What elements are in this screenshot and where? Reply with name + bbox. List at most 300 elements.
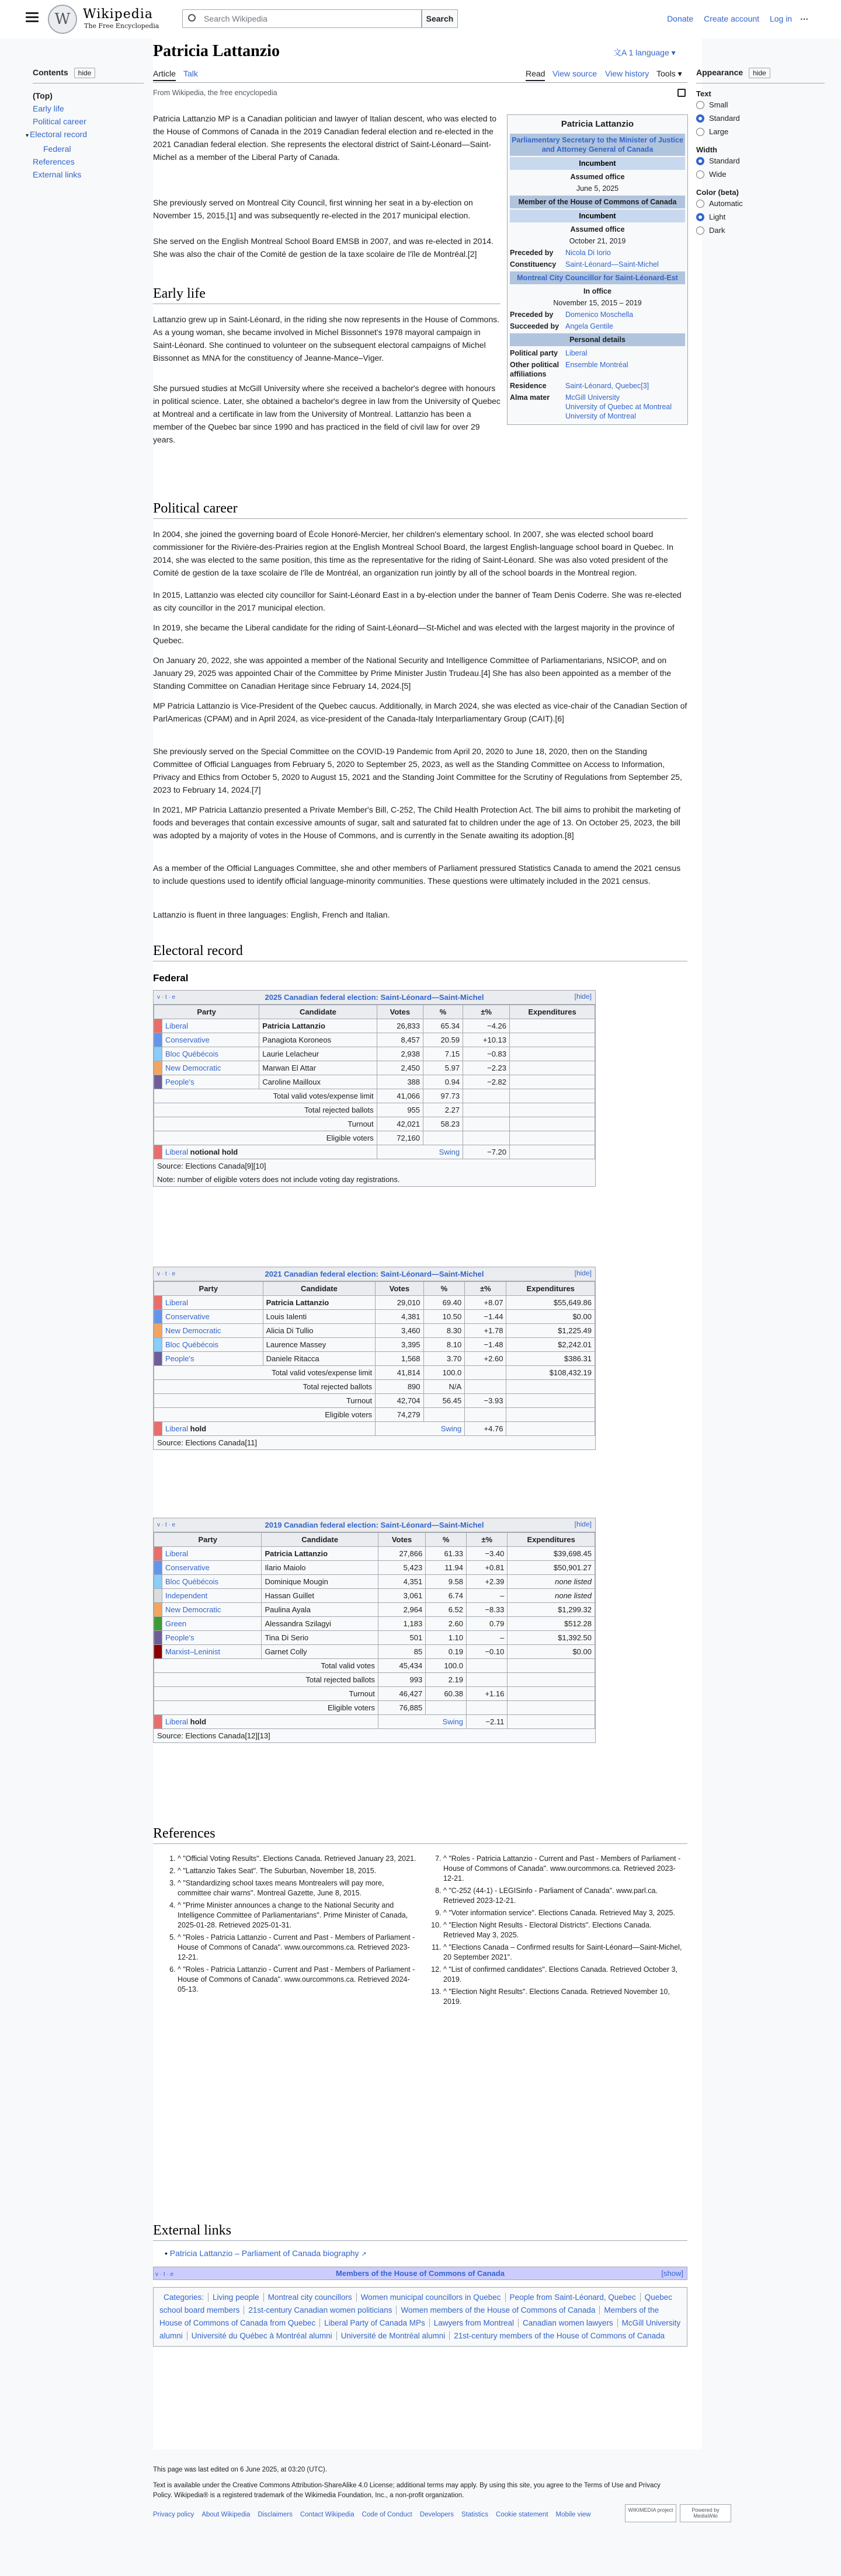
- category-link[interactable]: Women members of the House of Commons of Canada: [396, 2306, 599, 2314]
- swing-value: +4.76: [465, 1422, 506, 1436]
- section-political-career: Political career: [153, 501, 687, 519]
- change-cell: [467, 1673, 508, 1687]
- infobox-alma-link[interactable]: McGill University: [565, 393, 620, 402]
- election-table-2021: [153, 1267, 596, 1450]
- language-button[interactable]: [613, 47, 676, 58]
- external-link-item: • Patricia Lattanzio – Parliament of Canada biography ↗: [165, 2249, 367, 2258]
- category-link[interactable]: McGill University alumni: [159, 2319, 681, 2340]
- percent-cell: 2.27: [423, 1103, 463, 1117]
- party-link[interactable]: Liberal: [165, 1148, 189, 1156]
- swing-link[interactable]: Swing: [442, 1717, 463, 1726]
- search-button[interactable]: Search: [422, 9, 458, 28]
- change-cell: −2.82: [463, 1075, 510, 1089]
- table-row: [154, 1631, 595, 1645]
- table-vte-links[interactable]: v · t · e: [157, 1271, 176, 1277]
- party-link[interactable]: Liberal: [165, 1549, 189, 1558]
- party-color-swatch: [154, 1617, 162, 1631]
- search-input[interactable]: Search Wikipedia: [182, 9, 422, 28]
- change-cell: [467, 1701, 508, 1715]
- table-source: Source: Elections Canada[11]: [157, 1438, 258, 1447]
- change-cell: +1.16: [467, 1687, 508, 1701]
- party-color-swatch: [154, 1338, 162, 1352]
- political-career-paragraph: MP Patricia Lattanzio is Vice-President of the Quebec caucus. Additionally, in March 2024, she was elected as vice-chair of the Canadian Section of ParlAmericas (CPAM) and in April 2024, as vice-president of the Canada-Italy Interparliamentary Group (CAIT).[6]: [153, 701, 687, 723]
- votes-cell: 85: [378, 1645, 425, 1659]
- hold-cell: [162, 1715, 378, 1729]
- reference-item: 1. ^ "Official Voting Results". Elections Canada. Retrieved January 23, 2021.: [178, 1854, 419, 1864]
- footer-link[interactable]: About Wikipedia: [201, 2511, 251, 2518]
- footer-license: Text is available under the Creative Commons Attribution-ShareAlike 4.0 License; additional terms may apply. By using this site, you agree to the Terms of Use and Privacy Policy. Wikipedia® is a registered trademark of the Wikimedia Foundation, Inc., a non-profit organization.: [153, 2482, 661, 2499]
- percent-cell: 0.94: [423, 1075, 463, 1089]
- votes-cell: 3,395: [376, 1338, 423, 1352]
- votes-cell: 4,381: [376, 1310, 423, 1324]
- percent-cell: 20.59: [423, 1033, 463, 1047]
- category-link[interactable]: 21st-century members of the House of Commons of Canada: [449, 2331, 669, 2340]
- early-life-paragraph: Lattanzio grew up in Saint-Léonard, in the riding she now represents in the House of Commons. As a young woman, she became involved in Michel Bissonnet's 1978 mayoral campaign in Saint-Léonard. She continued to volunteer on the subsequent electoral campaigns of Michel Bissonnet as MNA for the constituency of Jeanne-Mance–Viger.: [153, 315, 500, 362]
- appearance-panel: [696, 68, 825, 239]
- infobox-alma-label: Alma mater: [510, 393, 550, 402]
- swing-link[interactable]: Swing: [439, 1148, 460, 1156]
- table-vte-links[interactable]: v · t · e: [157, 1522, 176, 1528]
- expenditure-cell: $1,299.32: [508, 1603, 595, 1617]
- party-cell: [162, 1324, 263, 1338]
- toc-item-electoral-record[interactable]: Electoral record: [30, 130, 88, 139]
- footer-links: [153, 2510, 687, 2520]
- toc-hide-button[interactable]: hide: [74, 68, 96, 78]
- header-cell: %: [423, 1005, 463, 1019]
- category-box: [153, 2287, 687, 2347]
- change-cell: −3.93: [465, 1394, 506, 1408]
- navbox-show-button[interactable]: [show]: [661, 2269, 683, 2278]
- infobox-inoffice: In office: [583, 287, 611, 295]
- party-color-swatch: [154, 1631, 162, 1645]
- table-caption: [154, 1518, 595, 1532]
- party-link[interactable]: Conservative: [165, 1312, 210, 1321]
- category-link[interactable]: Women municipal councillors in Quebec: [356, 2293, 505, 2302]
- footer-link[interactable]: Privacy policy: [153, 2511, 194, 2518]
- totals-label: Turnout: [154, 1117, 377, 1131]
- party-link[interactable]: Liberal: [165, 1298, 189, 1307]
- category-link[interactable]: Montreal city councillors: [263, 2293, 356, 2302]
- party-link[interactable]: Bloc Québécois: [165, 1577, 219, 1586]
- header-cell: Candidate: [259, 1005, 377, 1019]
- expenditure-cell: $39,698.45: [508, 1547, 595, 1561]
- appearance-hide-button[interactable]: hide: [749, 68, 770, 78]
- infobox-residence-link[interactable]: Saint-Léonard, Quebec[3]: [565, 382, 649, 390]
- change-cell: +10.13: [463, 1033, 510, 1047]
- totals-row: [154, 1701, 595, 1715]
- header-cell: Candidate: [262, 1533, 378, 1547]
- totals-row: [154, 1408, 595, 1422]
- votes-cell: 41,814: [376, 1366, 423, 1380]
- header-cell: %: [426, 1533, 467, 1547]
- infobox-preceded-link[interactable]: Nicola Di Iorio: [565, 249, 611, 257]
- change-cell: −2.23: [463, 1061, 510, 1075]
- candidate-cell: Patricia Lattanzio: [263, 1296, 376, 1310]
- totals-label: Eligible voters: [154, 1408, 376, 1422]
- tab-read[interactable]: Read: [526, 69, 545, 81]
- table-row: [154, 1589, 595, 1603]
- expenditure-cell: none listed: [508, 1589, 595, 1603]
- language-switch-icon[interactable]: [677, 89, 686, 97]
- party-link[interactable]: Green: [165, 1619, 187, 1628]
- infobox-role-3[interactable]: Montreal City Councillor for Saint-Léonard-Est: [517, 274, 678, 282]
- wikipedia-logo-icon[interactable]: W: [48, 5, 77, 34]
- header-row: [154, 1005, 595, 1019]
- votes-cell: 42,021: [377, 1117, 423, 1131]
- category-link[interactable]: Members of the House of Commons of Canada from Quebec: [159, 2306, 659, 2327]
- footer-link[interactable]: Contact Wikipedia: [300, 2511, 355, 2518]
- main-menu-icon[interactable]: [26, 12, 39, 23]
- footer-link[interactable]: Developers: [419, 2511, 454, 2518]
- change-cell: −0.10: [467, 1645, 508, 1659]
- tab-talk[interactable]: Talk: [183, 69, 198, 78]
- candidate-cell: Alessandra Szilagyi: [262, 1617, 378, 1631]
- table-row: [154, 1352, 595, 1366]
- footer-link[interactable]: Statistics: [461, 2511, 489, 2518]
- tagline-from: From Wikipedia, the free encyclopedia: [153, 89, 277, 97]
- party-color-swatch: [154, 1310, 162, 1324]
- hold-text: hold: [190, 1717, 207, 1726]
- navbox-title[interactable]: Members of the House of Commons of Canada: [336, 2269, 505, 2278]
- votes-cell: 5,423: [378, 1561, 425, 1575]
- expenditure-cell: [506, 1408, 595, 1422]
- party-link[interactable]: New Democratic: [165, 1064, 221, 1072]
- table-caption: [154, 991, 595, 1005]
- totals-row: [154, 1117, 595, 1131]
- section-early-life: Early life: [153, 286, 501, 304]
- party-cell: [162, 1645, 262, 1659]
- percent-cell: 3.70: [423, 1352, 465, 1366]
- empty-cell: [506, 1422, 595, 1436]
- footer-link[interactable]: Cookie statement: [496, 2511, 548, 2518]
- toc-item-federal[interactable]: Federal: [43, 144, 71, 154]
- party-cell: [162, 1033, 259, 1047]
- percent-cell: 65.34: [423, 1019, 463, 1033]
- party-color-swatch: [154, 1589, 162, 1603]
- change-cell: −0.83: [463, 1047, 510, 1061]
- infobox-alma-link[interactable]: University of Montreal: [565, 412, 636, 420]
- toc-item-political-career[interactable]: Political career: [33, 117, 86, 126]
- party-color-swatch: [154, 1047, 162, 1061]
- site-wordmark[interactable]: Wikipedia: [83, 7, 153, 22]
- swing-value: −2.11: [467, 1715, 508, 1729]
- candidate-cell: Caroline Mailloux: [259, 1075, 377, 1089]
- infobox-residence-label: Residence: [510, 382, 547, 390]
- candidate-cell: Laurence Massey: [263, 1338, 376, 1352]
- infobox-date-2: October 21, 2019: [569, 237, 626, 245]
- table-note: Note: number of eligible voters does not include voting day registrations.: [157, 1175, 400, 1184]
- percent-cell: 11.94: [426, 1561, 467, 1575]
- votes-cell: 2,964: [378, 1603, 425, 1617]
- table-row: [154, 1296, 595, 1310]
- change-cell: [467, 1659, 508, 1673]
- infobox-alma-link[interactable]: University of Quebec at Montreal: [565, 403, 672, 411]
- radio-color-dark[interactable]: [696, 226, 704, 235]
- percent-cell: N/A: [423, 1380, 465, 1394]
- table-hide-button[interactable]: [hide]: [574, 1520, 592, 1528]
- tools-menu[interactable]: Tools ▾: [656, 69, 682, 78]
- radio-width-wide[interactable]: [696, 170, 704, 179]
- infobox-succeeded-link[interactable]: Angela Gentile: [565, 322, 614, 330]
- party-link[interactable]: People's: [165, 1078, 194, 1086]
- radio-color-light[interactable]: [696, 213, 704, 221]
- totals-label: Total rejected ballots: [154, 1380, 376, 1394]
- infobox-party-link[interactable]: Liberal: [565, 349, 588, 357]
- footer: [153, 2465, 687, 2520]
- hold-text: hold: [190, 1424, 207, 1433]
- table-of-contents: [26, 68, 144, 181]
- category-link[interactable]: Lawyers from Montreal: [429, 2319, 518, 2327]
- toc-item-references[interactable]: References: [33, 157, 75, 166]
- results-table: [154, 1281, 595, 1436]
- table-source: Source: Elections Canada[9][10]: [157, 1162, 266, 1170]
- party-link[interactable]: New Democratic: [165, 1326, 221, 1335]
- section-external-links: External links: [153, 2223, 687, 2241]
- reference-item: 2. ^ "Lattanzio Takes Seat". The Suburban, November 18, 2015.: [178, 1866, 419, 1876]
- table-hide-button[interactable]: [hide]: [574, 1269, 592, 1277]
- external-link[interactable]: Patricia Lattanzio – Parliament of Canada biography: [169, 2249, 359, 2258]
- categories-label[interactable]: Categories:: [164, 2293, 204, 2302]
- party-color-swatch: [154, 1645, 162, 1659]
- radio-color-automatic[interactable]: [696, 200, 704, 208]
- party-cell: [162, 1561, 262, 1575]
- political-career-paragraph: As a member of the Official Languages Committee, she and other members of Parliament pressured Statistics Canada to amend the 2021 census to include questions used to identify official language-minority communities. These questions were ultimately included in the 2021 census.: [153, 863, 681, 886]
- expenditure-cell: [506, 1394, 595, 1408]
- header-cell: ±%: [463, 1005, 510, 1019]
- results-table: [154, 1532, 595, 1729]
- infobox-other-link[interactable]: Ensemble Montréal: [565, 361, 628, 369]
- tab-article[interactable]: Article: [153, 69, 176, 81]
- reference-column-right: [419, 1854, 684, 2009]
- header-cell: Expenditures: [510, 1005, 595, 1019]
- infobox-other-label: Other political affiliations: [510, 361, 559, 378]
- party-cell: [162, 1631, 262, 1645]
- toc-item-external-links[interactable]: External links: [33, 170, 82, 179]
- change-cell: −1.44: [465, 1310, 506, 1324]
- radio-large[interactable]: [696, 128, 704, 136]
- votes-cell: 8,457: [377, 1033, 423, 1047]
- party-color-swatch: [154, 1561, 162, 1575]
- percent-cell: 1.10: [426, 1631, 467, 1645]
- toc-item-top[interactable]: (Top): [33, 91, 53, 100]
- infobox-role-1[interactable]: Parliamentary Secretary to the Minister of Justice and Attorney General of Canada: [512, 136, 683, 154]
- infobox-preceded-link-3[interactable]: Domenico Moschella: [565, 311, 634, 319]
- party-link[interactable]: Liberal: [165, 1022, 189, 1030]
- category-link[interactable]: Liberal Party of Canada MPs: [319, 2319, 429, 2327]
- infobox-incumbent-2: Incumbent: [510, 210, 685, 222]
- radio-label: Dark: [709, 226, 725, 235]
- totals-row: [154, 1131, 595, 1145]
- tab-view-history[interactable]: View history: [605, 69, 649, 78]
- party-cell: [162, 1589, 262, 1603]
- percent-cell: 9.58: [426, 1575, 467, 1589]
- expenditure-cell: $108,432.19: [506, 1366, 595, 1380]
- category-link[interactable]: Université de Montréal alumni: [336, 2331, 450, 2340]
- infobox-assumed-2: Assumed office: [570, 225, 625, 233]
- percent-cell: [426, 1701, 467, 1715]
- lead-paragraph: She served on the English Montreal School Board EMSB in 2007, and was re-elected in 2014. She was also the chair of the Comité de gestion de la taxe scolaire de l'île de Montréal.[2]: [153, 236, 494, 259]
- expenditure-cell: [510, 1075, 595, 1089]
- table-title: 2025 Canadian federal election: Saint-Léonard—Saint-Michel: [265, 993, 484, 1002]
- candidate-cell: Alicia Di Tullio: [263, 1324, 376, 1338]
- category-link[interactable]: Living people: [208, 2293, 263, 2302]
- create-account-link[interactable]: Create account: [704, 14, 760, 23]
- table-title: 2019 Canadian federal election: Saint-Léonard—Saint-Michel: [265, 1521, 484, 1529]
- toc-item-early-life[interactable]: Early life: [33, 104, 64, 113]
- totals-label: Eligible voters: [154, 1131, 377, 1145]
- reference-item: 9. ^ "Voter information service". Elections Canada. Retrieved May 3, 2025.: [443, 1908, 684, 1918]
- header-cell: Party: [154, 1533, 262, 1547]
- radio-label: Light: [709, 212, 726, 221]
- party-color-swatch: [154, 1061, 162, 1075]
- search-icon: [188, 14, 196, 22]
- candidate-cell: Daniele Ritacca: [263, 1352, 376, 1366]
- hold-row: [154, 1715, 595, 1729]
- party-link[interactable]: Liberal: [165, 1717, 189, 1726]
- category-link[interactable]: Quebec school board members: [159, 2293, 672, 2314]
- footer-link[interactable]: Mobile view: [555, 2511, 591, 2518]
- totals-row: [154, 1673, 595, 1687]
- candidate-cell: Garnet Colly: [262, 1645, 378, 1659]
- more-options-icon[interactable]: ⋯: [800, 14, 808, 23]
- votes-cell: 3,460: [376, 1324, 423, 1338]
- candidate-cell: Laurie Lelacheur: [259, 1047, 377, 1061]
- party-cell: [162, 1296, 263, 1310]
- party-color-swatch: [154, 1547, 162, 1561]
- reference-list: [153, 1854, 687, 2009]
- header-cell: Votes: [378, 1533, 425, 1547]
- navbox-vte[interactable]: v · t · e: [155, 2271, 174, 2278]
- totals-label: Total valid votes/expense limit: [154, 1089, 377, 1103]
- table-hide-label: hide: [576, 1520, 590, 1528]
- infobox-dates-3: November 15, 2015 – 2019: [553, 299, 642, 307]
- mediawiki-badge-icon[interactable]: Powered by MediaWiki: [680, 2504, 731, 2522]
- donate-link[interactable]: Donate: [667, 14, 694, 23]
- table-row: [154, 1061, 595, 1075]
- party-color-swatch: [154, 1575, 162, 1589]
- change-cell: [463, 1089, 510, 1103]
- candidate-cell: Hassan Guillet: [262, 1589, 378, 1603]
- candidate-cell: Marwan El Attar: [259, 1061, 377, 1075]
- infobox-constituency-link[interactable]: Saint-Léonard—Saint-Michel: [565, 260, 659, 269]
- party-link[interactable]: Conservative: [165, 1563, 210, 1572]
- table-row: [154, 1075, 595, 1089]
- party-link[interactable]: Independent: [165, 1591, 208, 1600]
- expenditure-cell: [508, 1673, 595, 1687]
- reference-item: 12. ^ "List of confirmed candidates". Elections Canada. Retrieved October 3, 2019.: [443, 1965, 684, 1985]
- page-title: Patricia Lattanzio: [153, 42, 280, 60]
- table-row: [154, 1617, 595, 1631]
- party-color-swatch: [154, 1422, 162, 1436]
- radio-label: Large: [709, 127, 729, 136]
- expenditure-cell: [510, 1103, 595, 1117]
- percent-cell: 0.19: [426, 1645, 467, 1659]
- political-career-paragraph: She previously served on the Special Committee on the COVID-19 Pandemic from April 20, 2020 to June 18, 2020, then on the Standing Committee of Official Languages from February 5, 2020 to September 25, 2023, as well as the Standing Committee on Access to Information, Privacy and Ethics from October 5, 2020 to August 15, 2021 and the Standing Joint Committee for the Scrutiny of Regulations from September 25, 2023 to February 14, 2024.[7]: [153, 747, 682, 794]
- reference-column-left: [153, 1854, 419, 2009]
- expenditure-cell: $1,225.49: [506, 1324, 595, 1338]
- expenditure-cell: $0.00: [506, 1310, 595, 1324]
- party-link[interactable]: Bloc Québécois: [165, 1340, 219, 1349]
- section-references: References: [153, 1826, 687, 1844]
- percent-cell: 97.73: [423, 1089, 463, 1103]
- expenditure-cell: $50,901.27: [508, 1561, 595, 1575]
- infobox-succeeded-label: Succeeded by: [510, 322, 559, 330]
- votes-cell: 29,010: [376, 1296, 423, 1310]
- totals-row: [154, 1380, 595, 1394]
- party-link[interactable]: People's: [165, 1633, 194, 1642]
- wikimedia-badge-icon[interactable]: WIKIMEDIA project: [625, 2504, 676, 2522]
- change-cell: –: [467, 1589, 508, 1603]
- category-link[interactable]: Canadian women lawyers: [518, 2319, 617, 2327]
- candidate-cell: Louis Ialenti: [263, 1310, 376, 1324]
- section-electoral-record: Electoral record: [153, 943, 687, 961]
- footer-link[interactable]: Disclaimers: [258, 2511, 293, 2518]
- table-title: 2021 Canadian federal election: Saint-Léonard—Saint-Michel: [265, 1270, 484, 1278]
- percent-cell: 8.30: [423, 1324, 465, 1338]
- radio-small[interactable]: [696, 101, 704, 109]
- table-hide-label: hide: [576, 992, 590, 1001]
- swing-cell: [376, 1422, 465, 1436]
- party-link[interactable]: People's: [165, 1354, 194, 1363]
- site-header: [0, 0, 841, 39]
- party-link[interactable]: Marxist–Leninist: [165, 1647, 220, 1656]
- radio-label: Wide: [709, 170, 727, 179]
- category-link[interactable]: Université du Québec à Montréal alumni: [187, 2331, 336, 2340]
- table-row: [154, 1603, 595, 1617]
- category-link[interactable]: People from Saint-Léonard, Quebec: [505, 2293, 640, 2302]
- swing-cell: [377, 1145, 463, 1159]
- radio-width-standard[interactable]: [696, 157, 704, 165]
- tab-view-source[interactable]: View source: [552, 69, 597, 78]
- infobox: [507, 114, 688, 425]
- login-link[interactable]: Log in: [769, 14, 793, 23]
- radio-label: Small: [709, 100, 728, 109]
- party-link[interactable]: New Democratic: [165, 1605, 221, 1614]
- radio-standard[interactable]: [696, 114, 704, 123]
- party-cell: [162, 1547, 262, 1561]
- reference-item: 4. ^ "Prime Minister announces a change to the National Security and Intelligence Committee of Parliamentarians". Prime Minister of Canada, 2025-01-28. Retrieved 2025-01-31.: [178, 1901, 419, 1930]
- votes-cell: 890: [376, 1380, 423, 1394]
- reference-item: 11. ^ "Elections Canada – Confirmed results for Saint-Léonard—Saint-Michel, 20 September 2021".: [443, 1943, 684, 1962]
- infobox-party-label: Political party: [510, 349, 558, 357]
- infobox-role-2[interactable]: Member of the House of Commons of Canada: [518, 198, 677, 206]
- header-cell: ±%: [465, 1282, 506, 1296]
- chevron-down-icon[interactable]: ▾: [26, 133, 29, 139]
- external-link-icon: ↗: [361, 2251, 367, 2258]
- table-vte-links[interactable]: v · t · e: [157, 994, 176, 1001]
- swing-cell: [378, 1715, 466, 1729]
- category-link[interactable]: 21st-century Canadian women politicians: [244, 2306, 396, 2314]
- header-cell: ±%: [467, 1533, 508, 1547]
- party-link[interactable]: Liberal: [165, 1424, 189, 1433]
- party-link[interactable]: Conservative: [165, 1036, 210, 1044]
- change-cell: [463, 1131, 510, 1145]
- expenditure-cell: [510, 1117, 595, 1131]
- totals-row: [154, 1089, 595, 1103]
- expenditure-cell: $55,649.86: [506, 1296, 595, 1310]
- infobox-preceded-label: Preceded by: [510, 249, 554, 257]
- change-cell: +2.60: [465, 1352, 506, 1366]
- table-row: [154, 1047, 595, 1061]
- votes-cell: 2,450: [377, 1061, 423, 1075]
- swing-link[interactable]: Swing: [440, 1424, 462, 1433]
- election-table-2025: [153, 990, 596, 1187]
- party-link[interactable]: Bloc Québécois: [165, 1050, 219, 1058]
- totals-label: Turnout: [154, 1394, 376, 1408]
- table-hide-button[interactable]: [hide]: [574, 992, 592, 1001]
- header-cell: Votes: [377, 1005, 423, 1019]
- footer-link[interactable]: Code of Conduct: [362, 2511, 412, 2518]
